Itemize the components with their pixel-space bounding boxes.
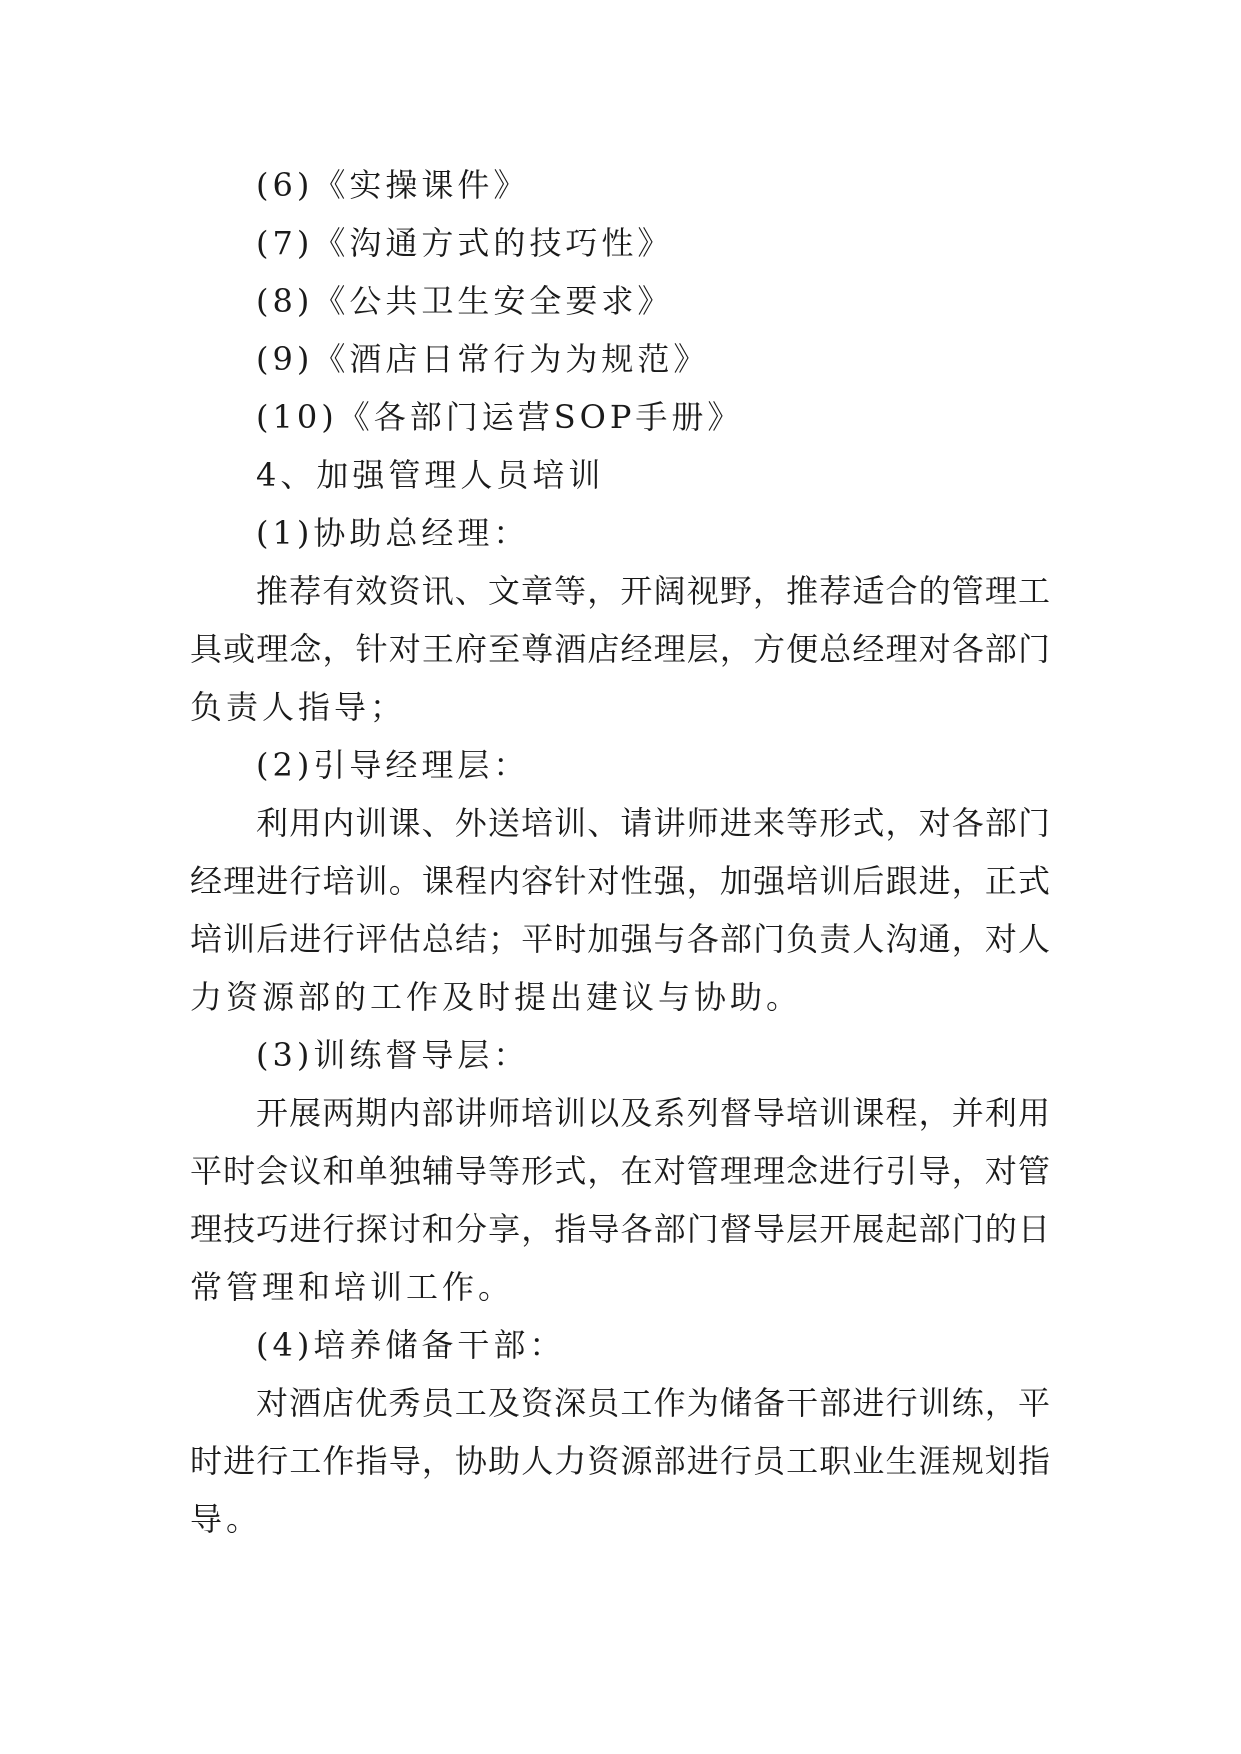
paragraph-4-line-3: 导。 bbox=[190, 1500, 263, 1538]
paragraph-3-line-3: 理技巧进行探讨和分享，指导各部门督导层开展起部门的日 bbox=[190, 1210, 1050, 1248]
paragraph-3-line-4: 常管理和培训工作。 bbox=[190, 1268, 515, 1306]
list-item-10: (10)《各部门运营SOP手册》 bbox=[256, 398, 744, 436]
paragraph-1-line-2: 具或理念，针对王府至尊酒店经理层，方便总经理对各部门 bbox=[190, 630, 1050, 668]
paragraph-2-line-4: 力资源部的工作及时提出建议与协助。 bbox=[190, 978, 803, 1016]
paragraph-2-line-3: 培训后进行评估总结；平时加强与各部门负责人沟通，对人 bbox=[190, 920, 1050, 958]
list-item-7: (7)《沟通方式的技巧性》 bbox=[256, 224, 674, 262]
paragraph-3-line-2: 平时会议和单独辅导等形式，在对管理理念进行引导，对管 bbox=[190, 1152, 1050, 1190]
paragraph-2-line-2: 经理进行培训。课程内容针对性强，加强培训后跟进，正式 bbox=[190, 862, 1050, 900]
list-item-9: (9)《酒店日常行为为规范》 bbox=[256, 340, 710, 378]
paragraph-4-line-1: 对酒店优秀员工及资深员工作为储备干部进行训练，平 bbox=[256, 1384, 1050, 1422]
paragraph-1-line-3: 负责人指导； bbox=[190, 688, 407, 726]
subheading-3: (3)训练督导层： bbox=[256, 1036, 530, 1074]
subheading-1: (1)协助总经理： bbox=[256, 514, 530, 552]
section-heading-4: 4、加强管理人员培训 bbox=[256, 456, 605, 494]
paragraph-1-line-1: 推荐有效资讯、文章等，开阔视野，推荐适合的管理工 bbox=[256, 572, 1050, 610]
paragraph-3-line-1: 开展两期内部讲师培训以及系列督导培训课程，并利用 bbox=[256, 1094, 1050, 1132]
subheading-4: (4)培养储备干部： bbox=[256, 1326, 566, 1364]
paragraph-2-line-1: 利用内训课、外送培训、请讲师进来等形式，对各部门 bbox=[256, 804, 1050, 842]
list-item-6: (6)《实操课件》 bbox=[256, 166, 530, 204]
paragraph-4-line-2: 时进行工作指导，协助人力资源部进行员工职业生涯规划指 bbox=[190, 1442, 1050, 1480]
list-item-8: (8)《公共卫生安全要求》 bbox=[256, 282, 674, 320]
subheading-2: (2)引导经理层： bbox=[256, 746, 530, 784]
